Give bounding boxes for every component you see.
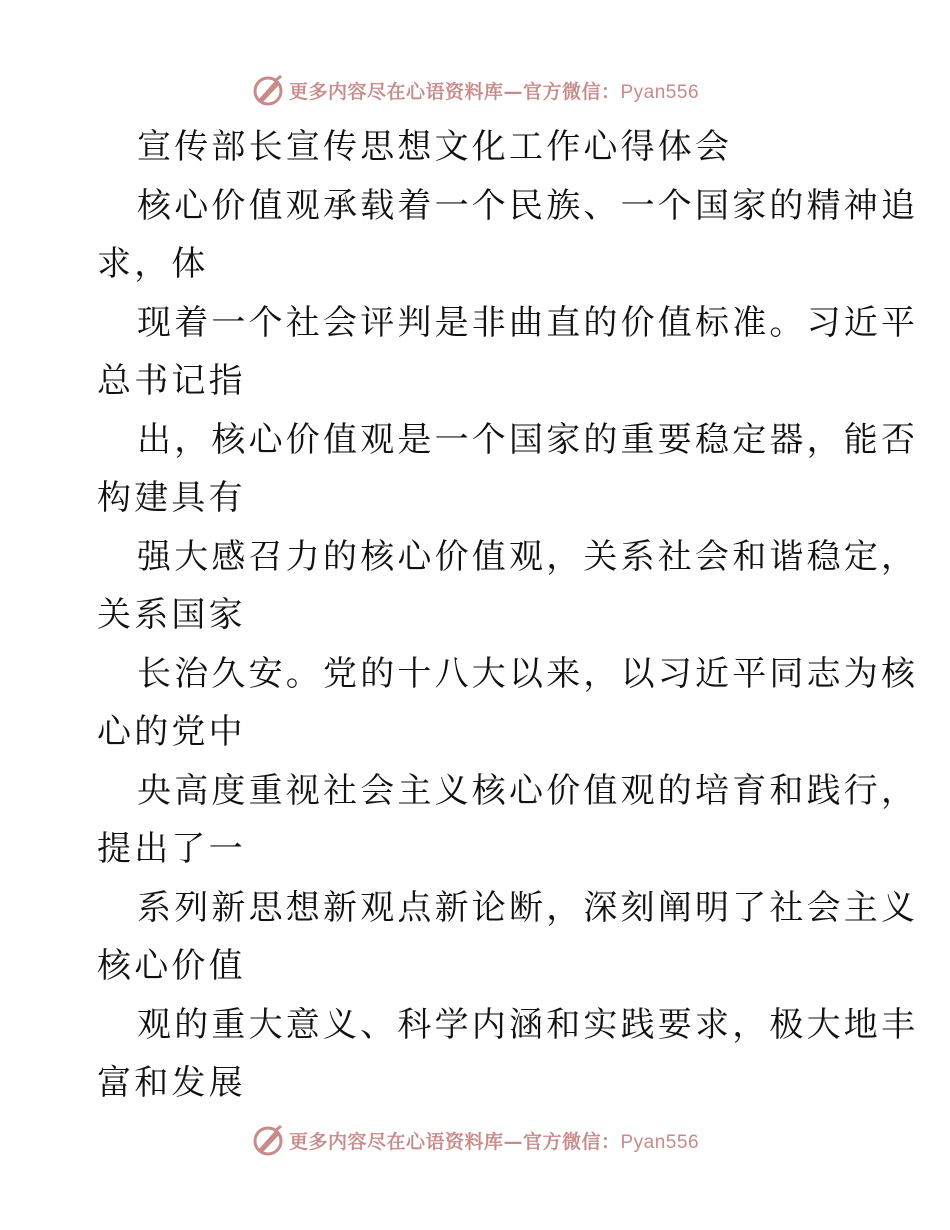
text-line: 求，体 — [97, 244, 209, 284]
header-watermark-banner — [0, 70, 950, 110]
text-line: 系列新思想新观点新论断，深刻阐明了社会主义 — [137, 887, 919, 928]
text-line: 提出了一 — [97, 829, 246, 869]
footer-watermark-text: 更多内容尽在心语资料库—官方微信：Pyan556 — [288, 1130, 700, 1153]
footer-wechat-id: Pyan556 — [620, 1131, 700, 1153]
header-wechat-id: Pyan556 — [620, 81, 700, 103]
text-line: 出，核心价值观是一个国家的重要稳定器，能否 — [137, 419, 919, 460]
text-line: 长治久安。党的十八大以来，以习近平同志为核 — [137, 653, 919, 694]
document-title: 宣传部长宣传思想文化工作心得体会 — [137, 127, 733, 167]
pen-logo-icon — [251, 73, 285, 107]
text-line: 核心价值 — [97, 946, 246, 986]
header-watermark-text: 更多内容尽在心语资料库—官方微信：Pyan556 — [288, 80, 700, 103]
text-line: 核心价值观承载着一个民族、一个国家的精神追 — [137, 185, 919, 226]
text-line: 富和发展 — [97, 1063, 246, 1103]
document-body — [97, 118, 919, 1113]
text-line: 构建具有 — [97, 478, 246, 518]
text-line: 央高度重视社会主义核心价值观的培育和践行， — [137, 770, 919, 811]
text-line: 强大感召力的核心价值观，关系社会和谐稳定， — [137, 536, 919, 577]
text-line: 总书记指 — [97, 361, 246, 401]
text-line: 心的党中 — [97, 712, 246, 752]
pen-logo-icon — [251, 1123, 285, 1157]
text-line: 观的重大意义、科学内涵和实践要求，极大地丰 — [137, 1004, 919, 1045]
footer-watermark-banner — [0, 1120, 950, 1160]
text-line: 关系国家 — [97, 595, 246, 635]
text-line: 现着一个社会评判是非曲直的价值标准。习近平 — [137, 302, 919, 343]
